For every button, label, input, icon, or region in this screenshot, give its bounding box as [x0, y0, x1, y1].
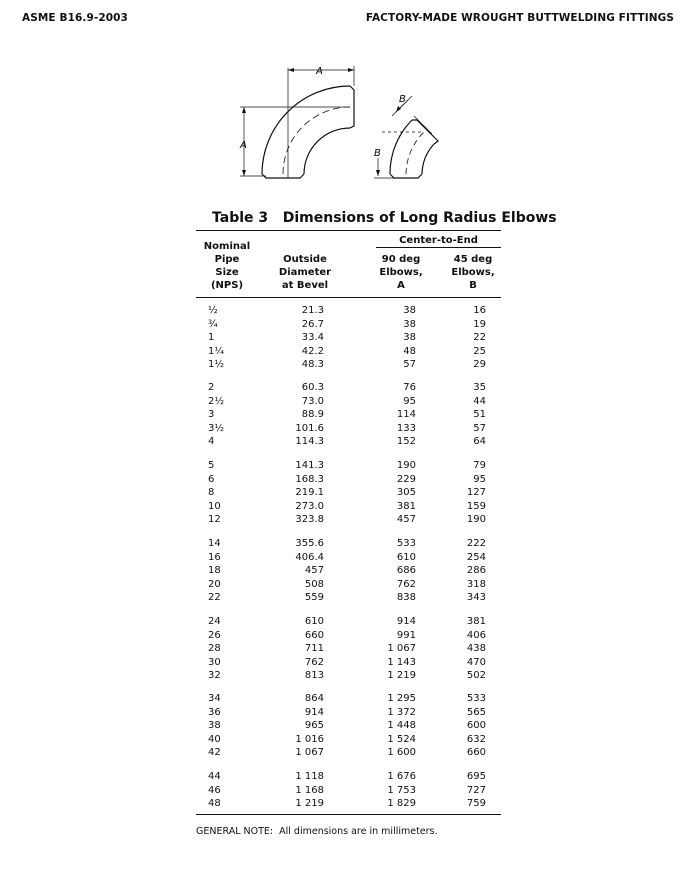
table-row: 16 406.4 610 254 [208, 551, 486, 563]
table-group-7 [196, 770, 501, 811]
table-row: 42 1 067 1 600 660 [208, 747, 486, 758]
table-row: 30 762 1 143 470 [208, 656, 486, 668]
elbow-diagram [232, 58, 472, 188]
table-header-rule [196, 297, 501, 298]
table-row: 24 610 914 381 [208, 616, 486, 627]
header-nps: Nominal Pipe Size (NPS) [203, 241, 251, 291]
table-group-2 [196, 381, 501, 449]
table-row: 38 965 1 448 600 [208, 720, 486, 731]
table-row: 1½ 48.3 57 29 [208, 359, 486, 370]
table-row: 3 88.9 114 51 [208, 409, 486, 420]
table-group-4 [196, 537, 501, 605]
table-row: 36 914 1 372 565 [208, 706, 486, 718]
table-row: 10 273.0 381 159 [208, 500, 486, 512]
table-group-3 [196, 459, 501, 527]
elbow-90-drawing [240, 66, 354, 178]
table-row: 34 864 1 295 533 [208, 693, 486, 704]
table-row: 26 660 991 406 [208, 629, 486, 641]
table-bottom-rule [196, 814, 501, 815]
table-row: 6 168.3 229 95 [208, 473, 486, 485]
table-group-6 [196, 692, 501, 760]
header-90-deg: 90 deg Elbows, A [379, 254, 423, 291]
table-row: 1 33.4 38 22 [208, 332, 486, 343]
dim-a-side-label: A [240, 140, 247, 151]
general-note: GENERAL NOTE: All dimensions are in millimeters. [196, 826, 438, 837]
table-row: 2½ 73.0 95 44 [208, 395, 486, 407]
table-row: ¾ 26.7 38 19 [208, 318, 486, 330]
table-row: 28 711 1 067 438 [208, 643, 486, 654]
table-row: ½ 21.3 38 16 [208, 305, 486, 316]
header-center-to-end: Center-to-End [376, 234, 501, 248]
table-row: 48 1 219 1 829 759 [208, 798, 486, 809]
table-row: 20 508 762 318 [208, 578, 486, 590]
header-od: Outside Diameter at Bevel [278, 254, 332, 291]
dim-b-top-label: B [399, 94, 406, 105]
table-row: 32 813 1 219 502 [208, 670, 486, 681]
table-top-rule [196, 230, 501, 231]
running-header-right: FACTORY-MADE WROUGHT BUTTWELDING FITTINGS [365, 12, 674, 24]
elbow-45-drawing [374, 96, 438, 178]
table-row: 44 1 118 1 676 695 [208, 771, 486, 782]
table-row: 5 141.3 190 79 [208, 460, 486, 471]
dim-a-top-label: A [316, 66, 323, 77]
table-row: 22 559 838 343 [208, 592, 486, 603]
table-row: 3½ 101.6 133 57 [208, 422, 486, 434]
table-group-5 [196, 615, 501, 683]
table-group-1 [196, 304, 501, 372]
table-row: 18 457 686 286 [208, 565, 486, 576]
table-title: Table 3 Dimensions of Long Radius Elbows [212, 210, 557, 226]
running-header-left: ASME B16.9-2003 [22, 12, 128, 24]
table-row: 8 219.1 305 127 [208, 487, 486, 498]
table-row: 14 355.6 533 222 [208, 538, 486, 549]
table-row: 4 114.3 152 64 [208, 436, 486, 447]
table-row: 46 1 168 1 753 727 [208, 784, 486, 796]
table-row: 40 1 016 1 524 632 [208, 733, 486, 745]
table-row: 2 60.3 76 35 [208, 382, 486, 393]
table-row: 1¼ 42.2 48 25 [208, 345, 486, 357]
table-row: 12 323.8 457 190 [208, 514, 486, 525]
header-45-deg: 45 deg Elbows, B [451, 254, 495, 291]
dim-b-side-label: B [374, 148, 381, 159]
